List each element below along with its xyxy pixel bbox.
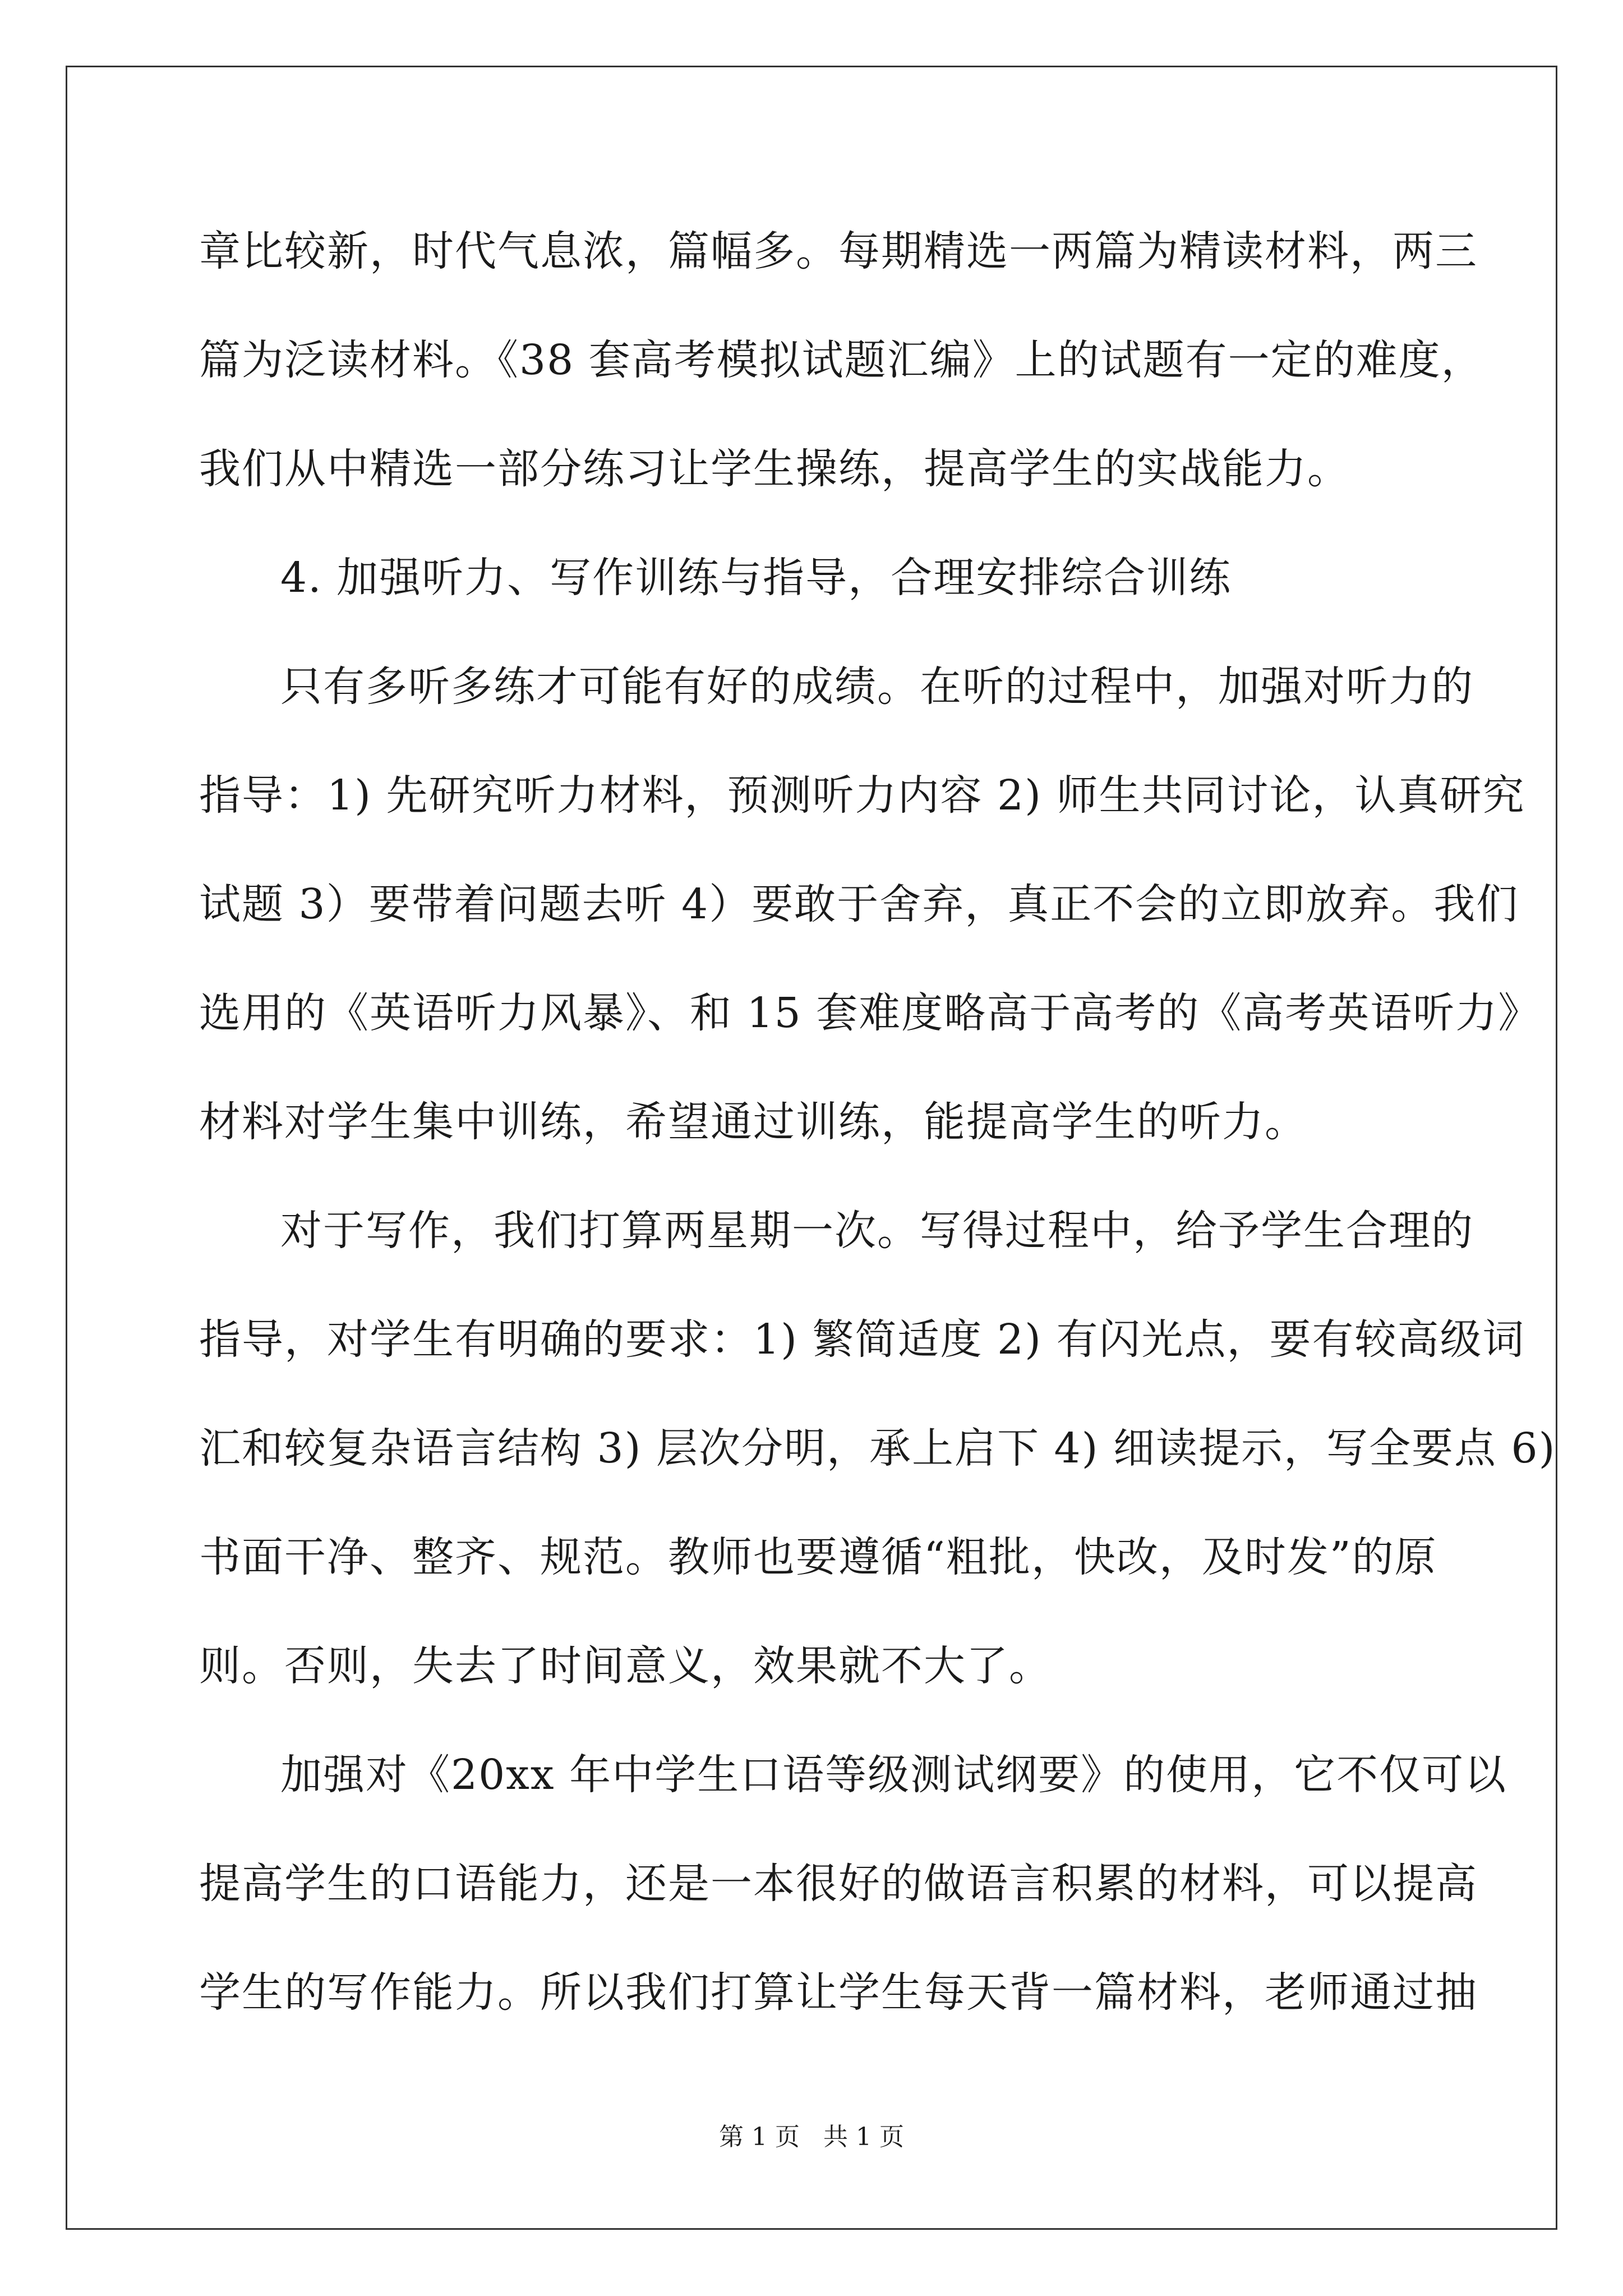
text-line: 汇和较复杂语言结构 3) 层次分明，承上启下 4) 细读提示，写全要点 6) [199,1424,1556,1473]
section-heading: 4. 加强听力、写作训练与指导，合理安排综合训练 [280,554,1232,602]
text-line: 指导，对学生有明确的要求：1) 繁简适度 2) 有闪光点，要有较高级词 [199,1315,1525,1364]
text-line: 篇为泛读材料。《38 套高考模拟试题汇编》上的试题有一定的难度， [199,336,1484,384]
text-line: 指导：1) 先研究听力材料，预测听力内容 2) 师生共同讨论，认真研究 [199,771,1525,820]
text-line: 加强对《20xx 年中学生口语等级测试纲要》的使用，它不仅可以 [280,1751,1507,1799]
text-line: 则。否则，失去了时间意义，效果就不大了。 [199,1642,1052,1690]
text-line: 提高学生的口语能力，还是一本很好的做语言积累的材料，可以提高 [199,1860,1478,1908]
page-footer: 第 1 页 共 1 页 [719,2123,904,2151]
text-line: 选用的《英语听力风暴》、和 15 套难度略高于高考的《高考英语听力》 [199,989,1541,1037]
text-line: 试题 3）要带着问题去听 4）要敢于舍弃，真正不会的立即放弃。我们 [199,880,1519,928]
text-line: 材料对学生集中训练，希望通过训练，能提高学生的听力。 [199,1098,1307,1146]
text-line: 我们从中精选一部分练习让学生操练，提高学生的实战能力。 [199,445,1350,493]
text-line: 只有多听多练才可能有好的成绩。在听的过程中，加强对听力的 [280,662,1474,711]
text-line: 对于写作，我们打算两星期一次。写得过程中，给予学生合理的 [280,1207,1474,1255]
text-line: 学生的写作能力。所以我们打算让学生每天背一篇材料，老师通过抽 [199,1968,1478,2017]
text-line: 书面干净、整齐、规范。教师也要遵循“粗批，快改，及时发”的原 [199,1533,1437,1581]
text-line: 章比较新，时代气息浓，篇幅多。每期精选一两篇为精读材料，两三 [199,227,1478,275]
